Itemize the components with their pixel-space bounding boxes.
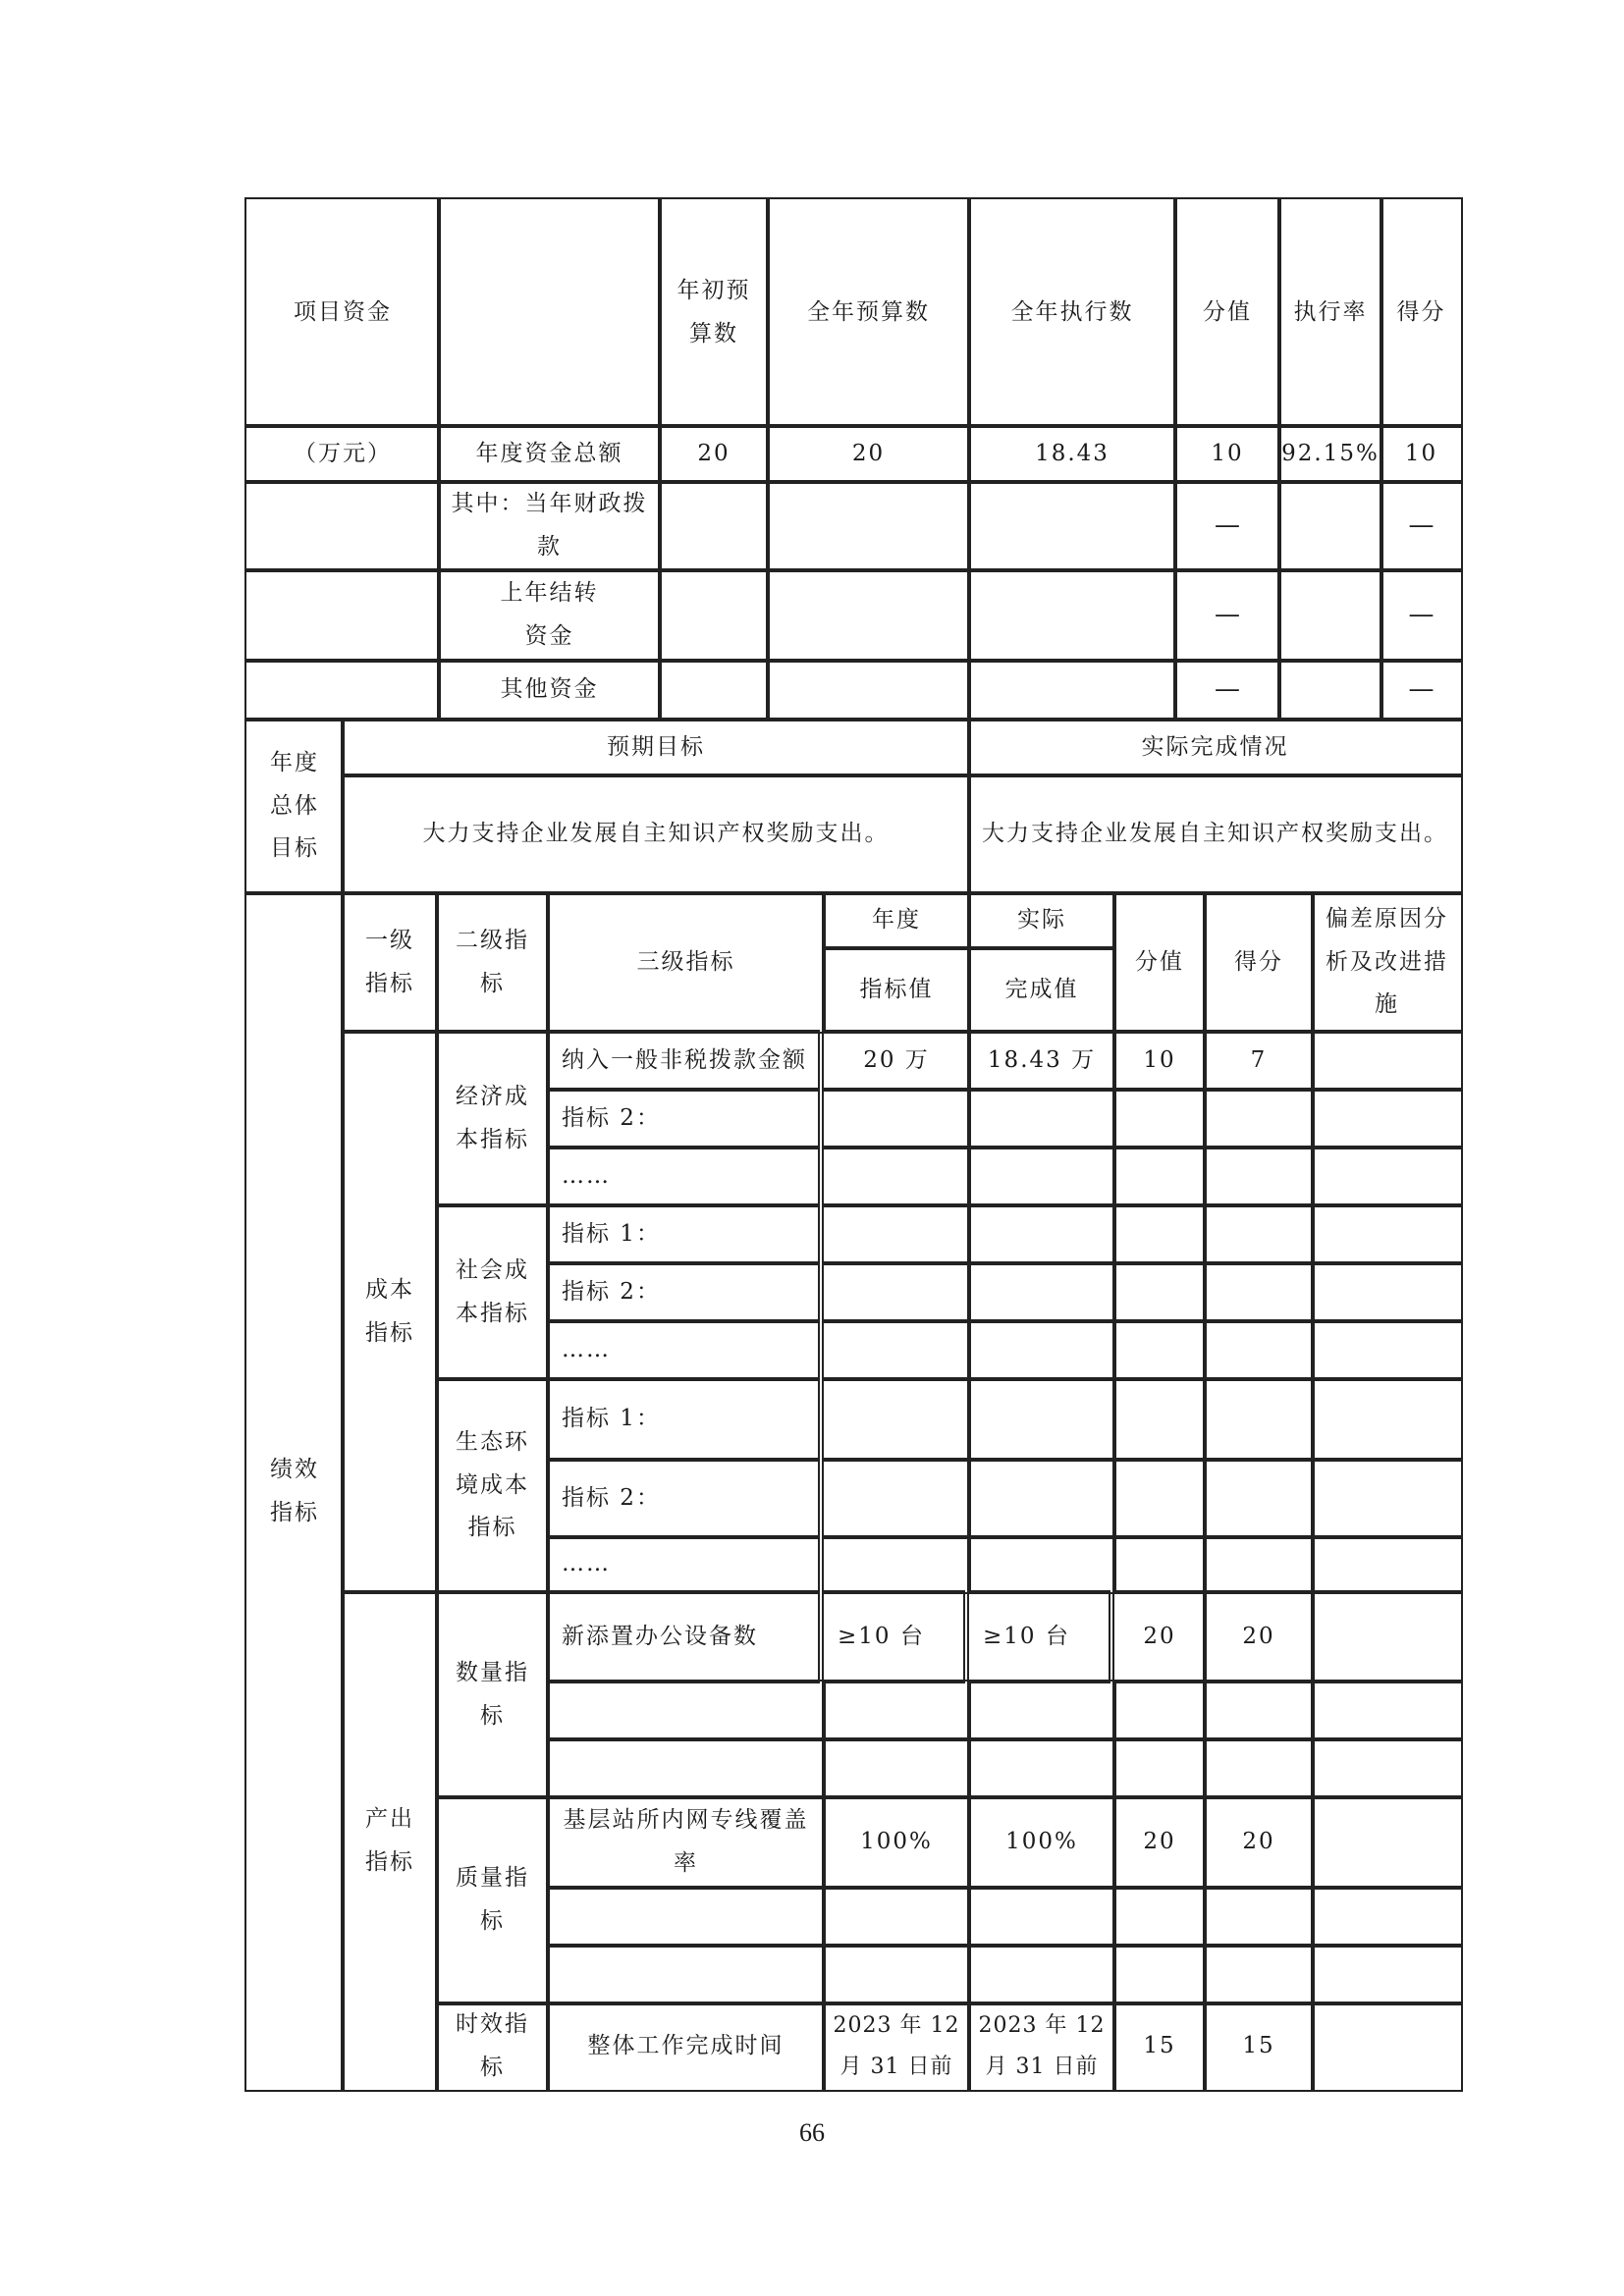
header-level3: 三级指标 [546,891,826,1034]
indicator-value [1112,1944,1207,2005]
funds-other-value: — [1173,659,1281,721]
funds-appropriation-rate [1277,480,1383,572]
indicator-deviation [1311,1261,1463,1323]
indicator-score [1203,1377,1315,1462]
indicator-target: 2023 年 12 月 31 日前 [822,2002,971,2092]
indicator-target: ≥10 台 [822,1590,965,1683]
indicator-target [822,1886,971,1948]
indicator-score [1203,1146,1315,1207]
funds-carryover-annual [766,568,971,663]
header-score-value: 分值 [1112,891,1207,1034]
header-actual-bottom: 完成值 [967,946,1116,1034]
page-number: 66 [799,2118,825,2147]
header-initial-budget: 年初预算数 [658,197,770,428]
indicator-actual [967,1261,1116,1323]
indicator-actual: 2023 年 12 月 31 日前 [967,2002,1116,2092]
quality-indicator-label: 质量指标 [435,1795,550,2005]
funds-row-blank [244,659,441,721]
funds-total-annual: 20 [766,424,971,484]
indicator-target [822,1203,971,1265]
goals-actual-text: 大力支持企业发展自主知识产权奖励支出。 [967,774,1463,895]
goals-expected-header: 预期目标 [341,718,971,777]
indicator-actual: 18.43 万 [967,1030,1116,1092]
indicator-deviation [1311,1535,1463,1594]
indicator-value [1112,1319,1207,1381]
indicator-name: 基层站所内网专线覆盖率 [546,1795,826,1890]
funds-row-blank [244,480,441,572]
funds-other-label: 其他资金 [437,659,662,721]
indicator-name: …… [546,1535,820,1594]
indicator-value [1112,1146,1207,1207]
funds-appropriation-annual [766,480,971,572]
funds-other-annual [766,659,971,721]
indicator-deviation [1311,1030,1463,1092]
indicator-actual [967,1944,1116,2005]
timeliness-indicator-label: 时效指标 [435,2002,550,2092]
header-deviation: 偏差原因分析及改进措施 [1311,891,1463,1034]
indicator-value [1112,1261,1207,1323]
header-score-value: 分值 [1173,197,1281,428]
header-score: 得分 [1203,891,1315,1034]
header-actual-top: 实际 [967,891,1116,950]
indicator-score [1203,1458,1315,1539]
indicator-actual [967,1319,1116,1381]
header-annual-top: 年度 [822,891,971,950]
funds-carryover-score: — [1380,568,1463,663]
indicator-deviation [1311,1886,1463,1948]
indicator-value [1112,1680,1207,1741]
indicator-name: 指标 2： [546,1261,820,1323]
goals-expected-text: 大力支持企业发展自主知识产权奖励支出。 [341,774,971,895]
social-cost-label: 社会成本指标 [435,1203,550,1381]
indicator-target: 20 万 [822,1030,971,1092]
indicator-target [822,1261,971,1323]
indicator-name: 指标 1： [546,1203,820,1265]
indicator-score: 20 [1203,1795,1315,1890]
funds-other-executed [967,659,1177,721]
economic-cost-label: 经济成本指标 [435,1030,550,1207]
indicator-deviation [1311,1458,1463,1539]
indicator-deviation [1311,1088,1463,1149]
indicator-target [822,1319,971,1381]
indicator-actual: 100% [967,1795,1116,1890]
funds-other-initial [658,659,770,721]
indicator-actual [967,1535,1116,1594]
indicator-deviation [1311,1203,1463,1265]
indicator-score [1203,1886,1315,1948]
header-level1: 一级指标 [341,891,439,1034]
indicator-value [1112,1088,1207,1149]
indicator-name: …… [546,1146,820,1207]
header-annual-execution: 全年执行数 [967,197,1177,428]
indicator-value: 20 [1112,1795,1207,1890]
indicator-value [1112,1203,1207,1265]
indicator-value: 10 [1112,1030,1207,1092]
indicator-name: 纳入一般非税拨款金额 [546,1030,820,1092]
indicator-value: 20 [1112,1590,1207,1683]
indicator-name: …… [546,1319,820,1381]
indicator-target [822,1737,971,1799]
funds-carryover-rate [1277,568,1383,663]
funds-carryover-label: 上年结转资金 [437,568,662,663]
indicator-score: 20 [1203,1590,1315,1683]
indicator-value [1112,1458,1207,1539]
funds-total-value: 10 [1173,424,1281,484]
funds-appropriation-executed [967,480,1177,572]
indicator-name: 指标 2： [546,1088,820,1149]
indicator-value [1112,1535,1207,1594]
funds-total-rate: 92.15% [1277,424,1383,484]
goals-row-label: 年度总体目标 [244,718,345,895]
indicator-value [1112,1377,1207,1462]
indicator-target [822,1377,971,1462]
indicator-name: 新添置办公设备数 [546,1590,820,1683]
indicator-actual [967,1088,1116,1149]
indicator-target [822,1535,971,1594]
indicator-target [822,1944,971,2005]
indicator-value [1112,1737,1207,1799]
indicator-score [1203,1261,1315,1323]
indicator-name: 整体工作完成时间 [546,2002,826,2092]
header-annual-bottom: 指标值 [822,946,971,1034]
indicator-actual [967,1680,1116,1741]
header-level2: 二级指标 [435,891,550,1034]
eco-cost-label: 生态环境成本指标 [435,1377,550,1594]
indicator-actual [967,1377,1116,1462]
indicator-deviation [1311,1944,1463,2005]
indicator-deviation [1311,1795,1463,1890]
indicator-score [1203,1944,1315,2005]
indicator-deviation [1311,1590,1463,1683]
funds-carryover-initial [658,568,770,663]
indicator-deviation [1311,2002,1463,2092]
indicator-target [822,1088,971,1149]
indicator-actual [967,1737,1116,1799]
funds-carryover-value: — [1173,568,1281,663]
goals-actual-header: 实际完成情况 [967,718,1463,777]
indicator-deviation [1311,1319,1463,1381]
indicator-name: 指标 2： [546,1458,820,1539]
indicator-deviation [1311,1737,1463,1799]
indicator-target: 100% [822,1795,971,1890]
funds-total-executed: 18.43 [967,424,1177,484]
indicator-actual: ≥10 台 [967,1590,1110,1683]
funds-appropriation-score: — [1380,480,1463,572]
funds-appropriation-value: — [1173,480,1281,572]
funds-total-score: 10 [1380,424,1463,484]
funds-unit-label: （万元） [244,424,441,484]
indicator-score: 7 [1203,1030,1315,1092]
indicator-score [1203,1088,1315,1149]
indicator-actual [967,1146,1116,1207]
funds-appropriation-initial [658,480,770,572]
output-indicator-label: 产出指标 [341,1590,439,2092]
indicator-value: 15 [1112,2002,1207,2092]
indicator-actual [967,1458,1116,1539]
indicator-score [1203,1680,1315,1741]
funds-total-initial: 20 [658,424,770,484]
funds-appropriation-label: 其中：当年财政拨款 [437,480,662,572]
funds-other-rate [1277,659,1383,721]
indicator-score [1203,1203,1315,1265]
header-score: 得分 [1380,197,1463,428]
indicator-target [822,1146,971,1207]
funds-row-label: 项目资金 [244,197,441,428]
indicator-actual [967,1203,1116,1265]
funds-blank-header [437,197,662,428]
funds-other-score: — [1380,659,1463,721]
indicator-deviation [1311,1146,1463,1207]
funds-total-label: 年度资金总额 [437,424,662,484]
indicator-name [546,1886,826,1948]
indicator-target [822,1680,971,1741]
header-execution-rate: 执行率 [1277,197,1383,428]
indicator-name [546,1944,826,2005]
cost-indicator-label: 成本指标 [341,1030,439,1594]
indicator-target [822,1458,971,1539]
quantity-indicator-label: 数量指标 [435,1590,550,1799]
indicator-score [1203,1737,1315,1799]
indicator-value [1112,1886,1207,1948]
funds-row-blank [244,568,441,663]
indicator-score [1203,1535,1315,1594]
indicator-actual [967,1886,1116,1948]
indicator-score [1203,1319,1315,1381]
indicators-row-label: 绩效指标 [244,891,345,2092]
indicator-name [546,1737,826,1799]
header-annual-budget: 全年预算数 [766,197,971,428]
funds-carryover-executed [967,568,1177,663]
indicator-name [546,1680,826,1741]
indicator-score: 15 [1203,2002,1315,2092]
indicator-deviation [1311,1680,1463,1741]
indicator-name: 指标 1： [546,1377,820,1462]
indicator-deviation [1311,1377,1463,1462]
